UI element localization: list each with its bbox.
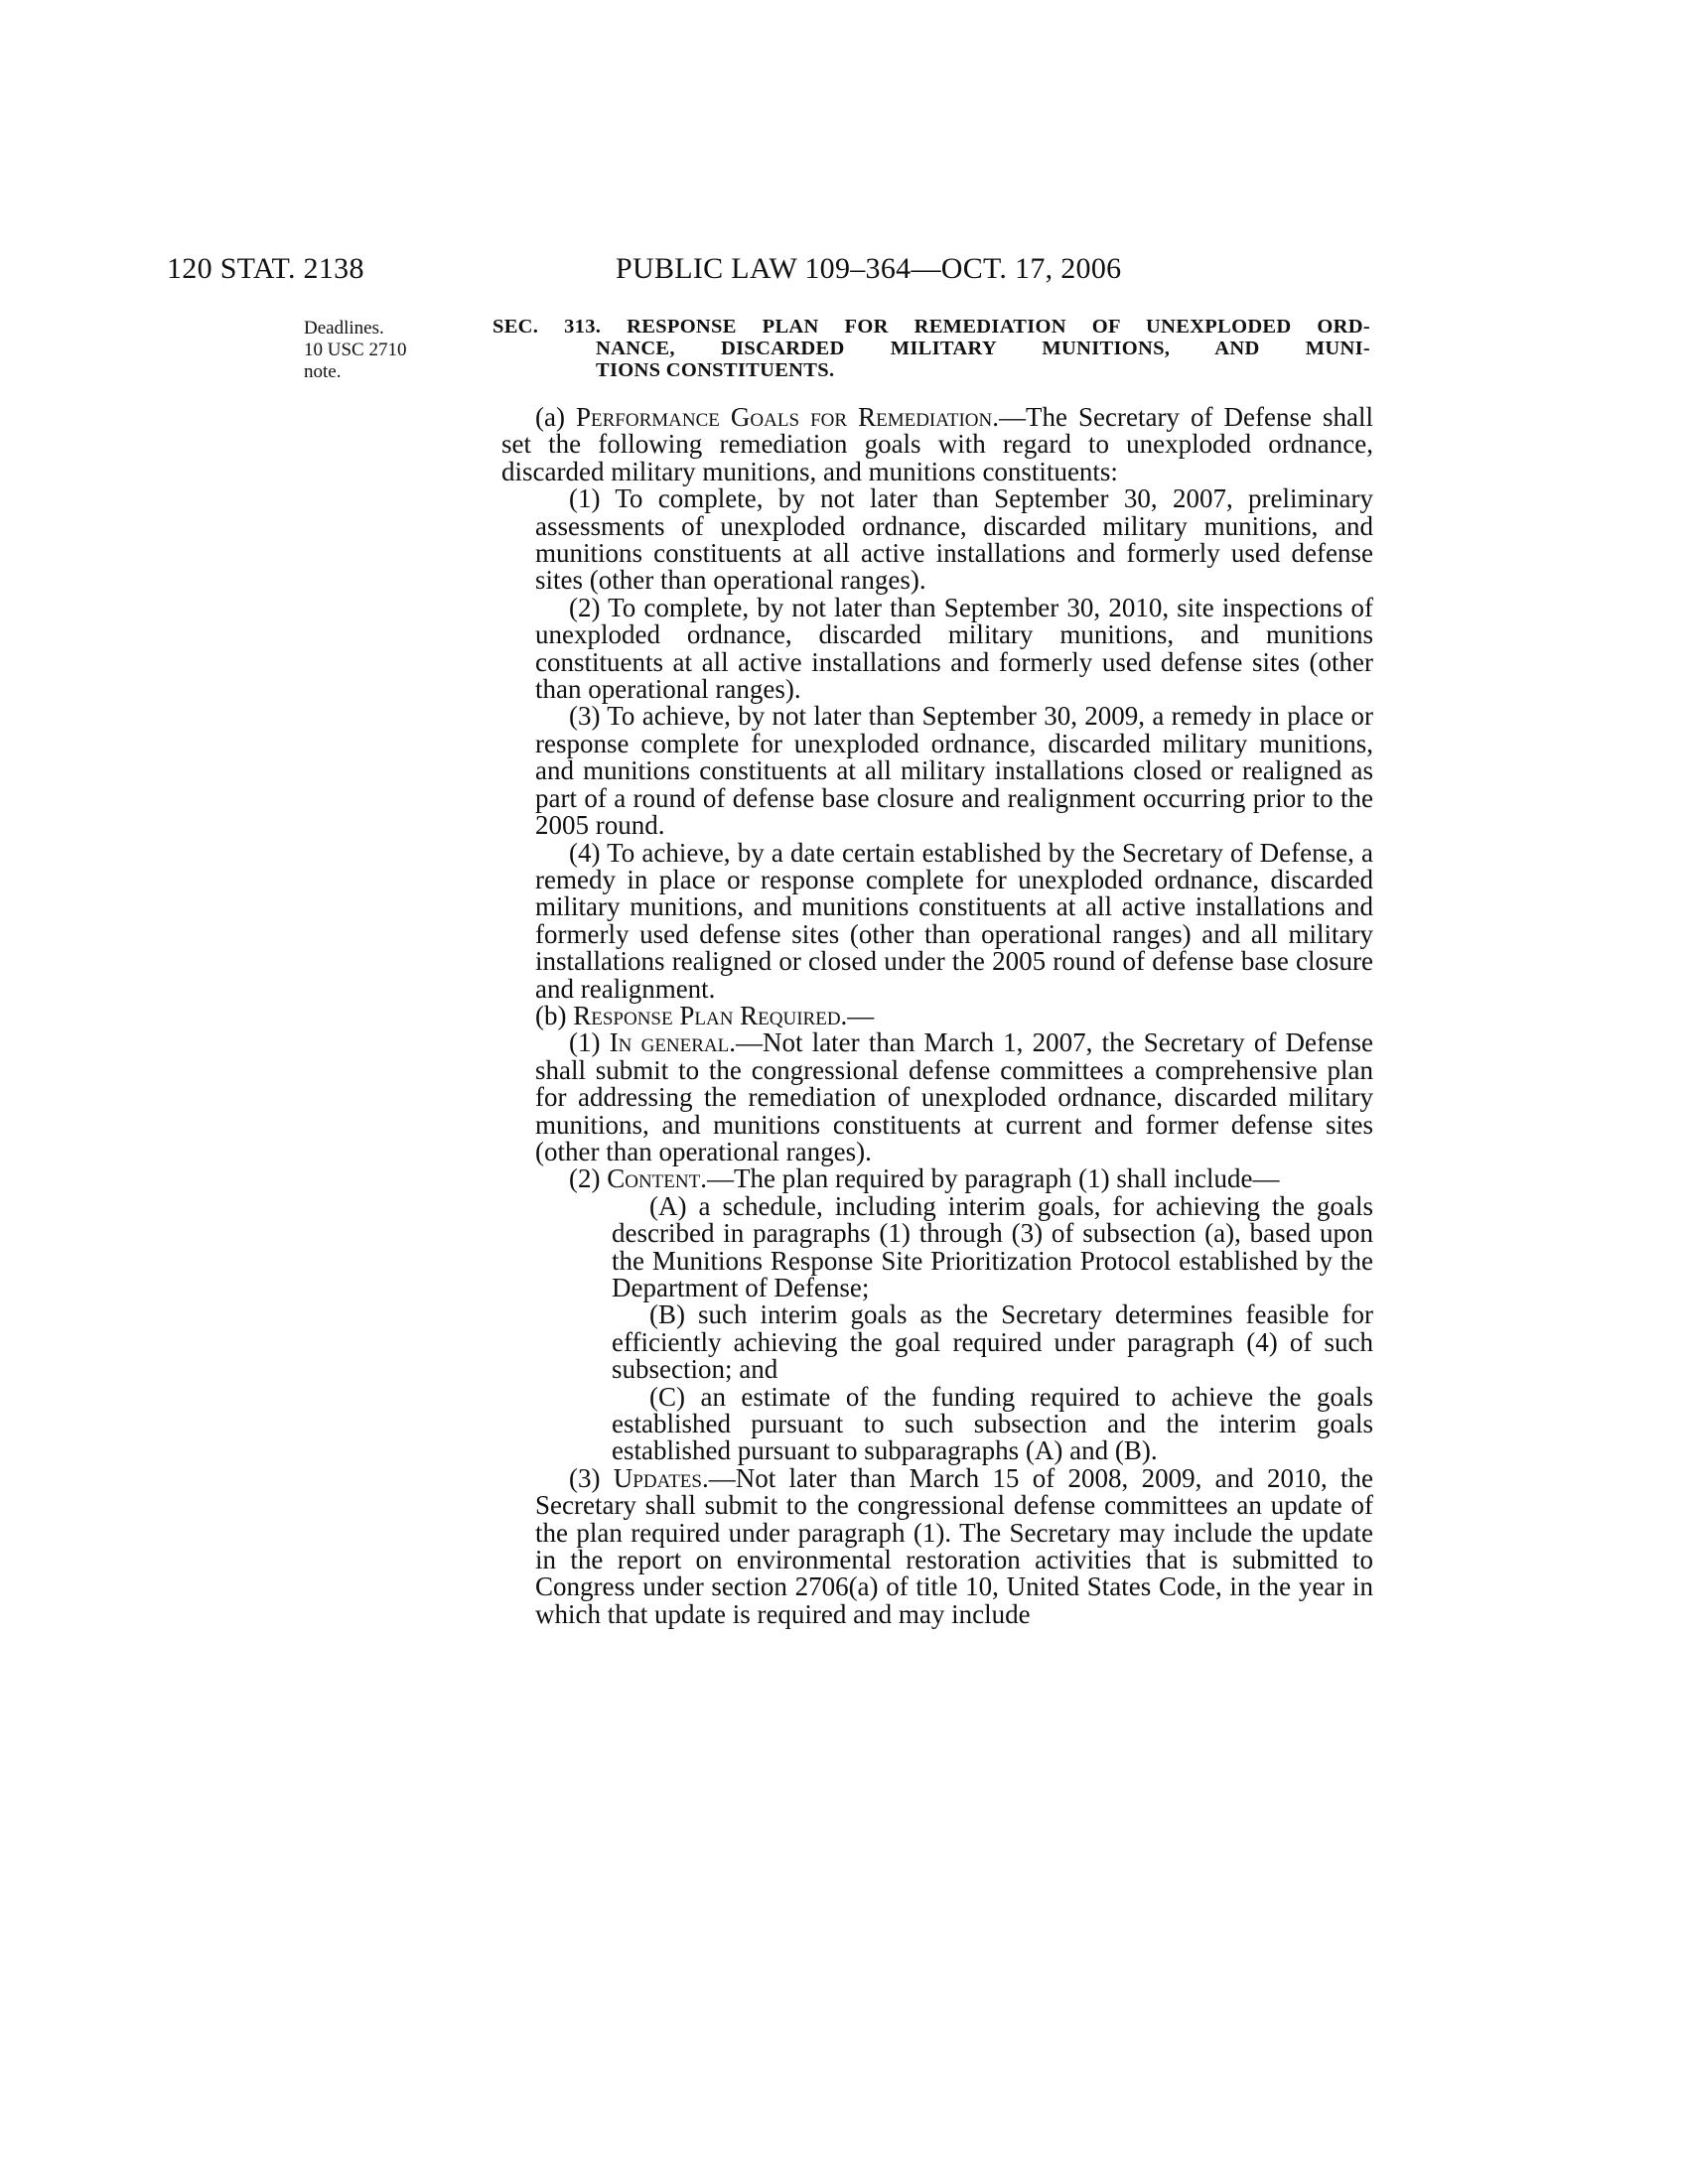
paragraph-text: —Not later than March 1, 2007, the Secretary of Defense shall submit to the congressional defense committees a comprehensive plan for addressing the remediation of unexploded ordnance, discarded military munitions, and munitions constituents at current and former defense sites (other than operational ranges). [535,1027,1374,1166]
paragraph-heading: In general. [609,1027,736,1058]
paragraph: (1) To complete, by not later than September 30, 2007, preliminary assessments of unexploded ordnance, discarded military munitions, and munitions constituents at all active installations and formerly used defense sites (other than operational ranges). [535,483,1373,596]
paragraph-label: (3) [569,1462,614,1493]
section-title-line: SEC. 313. RESPONSE PLAN FOR REMEDIATION OF UNEXPLODED ORD- [492,316,1370,338]
subsection-b [501,1000,1373,1030]
subsection-text: —The Secretary of Defense shall set the following remediation goals with regard to unexploded ordnance, discarded military munitions, and munitions constituents: [501,402,1373,486]
margin-note-line: Deadlines. [304,318,384,339]
paragraph-updates [501,1462,1373,1629]
paragraph-heading: Updates. [613,1462,709,1493]
paragraph: (4) To achieve, by a date certain established by the Secretary of Defense, a remedy in place or response complete for unexploded ordnance, discarded military munitions, and munitions constituents at all active installations and formerly used defense sites (other than operational ranges) and all military installations realigned or closed under the 2005 round of defense base closure and realignment. [535,837,1373,1004]
paragraph-general [501,1029,1373,1165]
subsection-heading: Performance Goals for Remediation. [576,402,999,432]
paragraph-label: (1) [569,1027,610,1058]
statute-page-number: 120 STAT. 2138 [167,252,364,285]
subsection-dash: — [847,1000,875,1030]
paragraph: (3) To achieve, by not later than September 30, 2009, a remedy in place or response complete for unexploded ordnance, discarded military munitions, and munitions constituents at all military installations closed or realigned as part of a round of defense base closure and realignment occurring prior to the 2005 round. [535,701,1373,841]
paragraph-label: (2) [569,1163,608,1194]
section-title-line: TIONS CONSTITUENTS. [596,359,835,381]
paragraph-text: —The plan required by paragraph (1) shall include— [706,1163,1280,1194]
paragraph: (2) To complete, by not later than September 30, 2010, site inspections of unexploded ordnance, discarded military munitions, and munitions constituents at all active installations and formerly used defense sites (other than operational ranges). [535,592,1373,705]
subsection-label: (a) [535,402,577,432]
paragraph-heading: Content. [607,1163,707,1194]
section-title [492,316,1370,381]
section-title-line: NANCE, DISCARDED MILITARY MUNITIONS, AND MUNI- [596,338,1370,359]
margin-note-line: 10 USC 2710 [304,340,407,360]
subsection-heading: Response Plan Required. [573,1000,848,1030]
margin-note-line: note. [304,361,342,382]
section-body [501,404,1373,1628]
subparagraph: (A) a schedule, including interim goals, for achieving the goals described in paragraphs (1) through (3) of subsection (a), based upon the Munitions Response Site Prioritization Protocol established by the Department of Defense; [612,1190,1373,1302]
subparagraph: (B) such interim goals as the Secretary determines feasible for efficiently achieving the goal required under paragraph (4) of such subsection; and [612,1299,1373,1385]
paragraph-content [501,1165,1373,1192]
running-header: PUBLIC LAW 109–364—OCT. 17, 2006 [616,252,1122,285]
margin-note [304,318,406,383]
paragraph-text: —Not later than March 15 of 2008, 2009, and 2010, the Secretary shall submit to the congressional defense committees an update of the plan required under paragraph (1). The Secretary may include the update in the report on environmental restoration activities that is submitted to Congress under section 2706(a) of title 10, United States Code, in the year in which that update is required and may include [535,1462,1373,1629]
subsection-label: (b) [535,1000,574,1030]
subparagraph: (C) an estimate of the funding required to achieve the goals established pursuant to such subsection and the interim goals established pursuant to subparagraphs (A) and (B). [612,1381,1373,1466]
subsection-a [501,404,1373,485]
